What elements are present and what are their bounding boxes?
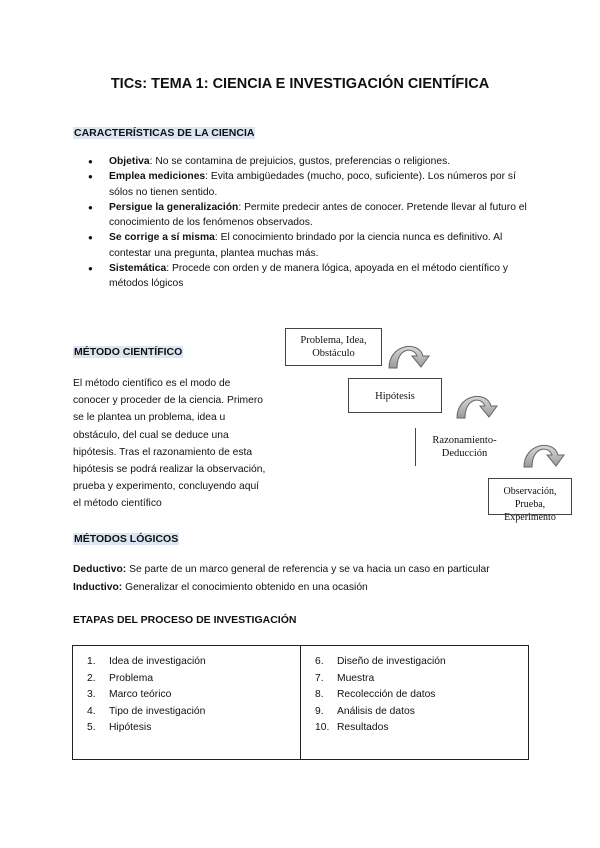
list-item: 8. Recolección de datos (315, 689, 436, 700)
method-paragraph: El método científico es el modo de conocer y proceder de la ciencia. Primero se le plantea un problema, idea u obstáculo, del cual se deduce una hipótesis. Tras el razonamiento de esta hipótesis se podrá realizar la observación, prueba y experimento, concluyendo aquí el método científico (73, 378, 266, 510)
item-term: Sistemática (109, 263, 167, 275)
list-item: 3. Marco teórico (87, 689, 172, 700)
stages-column-left (73, 646, 301, 760)
curved-arrow-icon (385, 338, 437, 370)
stages-table (72, 645, 529, 760)
logical-methods (73, 561, 543, 596)
item-text: : Permite predecir antes de conocer. Pretende llevar al futuro el conocimiento de los fenómenos observados. (109, 201, 527, 229)
heading-text: CARACTERÍSTICAS DE LA CIENCIA (74, 127, 255, 139)
item-term: Objetiva (109, 156, 150, 167)
heading-text: MÉTODO CIENTÍFICO (74, 346, 183, 358)
list-item: 7. Muestra (315, 672, 375, 684)
item-text: : Procede con orden y de manera lógica, apoyada en el método científico y métodos lógicos (109, 263, 508, 290)
deductivo-line (73, 561, 543, 579)
diagram-box-observacion: Observación, Prueba, Experimento (488, 478, 572, 515)
heading-text: MÉTODOS LÓGICOS (74, 533, 179, 545)
curved-arrow-icon (520, 437, 572, 469)
list-item (88, 200, 538, 231)
section-heading-caracteristicas (73, 123, 255, 141)
list-item (88, 154, 538, 169)
diagram-box-problema: Problema, Idea, Obstáculo (285, 328, 382, 366)
list-item: 9. Análisis de datos (315, 705, 415, 717)
list-item: 5. Hipótesis (87, 722, 152, 733)
deductivo-term: Deductivo: (73, 564, 127, 575)
inductivo-text: Generalizar el conocimiento obtenido en una ocasión (122, 581, 368, 593)
inductivo-line (73, 579, 543, 597)
characteristics-list (88, 154, 538, 292)
item-text: : Evita ambigüedades (mucho, poco, suficiente). Los números por sí sólos no tienen sentido. (109, 171, 516, 198)
diagram-box-hipotesis: Hipótesis (348, 378, 442, 413)
deductivo-text: Se parte de un marco general de referencia y se va hacia un caso en particular (126, 564, 490, 575)
list-item (88, 230, 538, 261)
list-item: 2. Problema (87, 672, 154, 684)
list-item: 4. Tipo de investigación (87, 705, 206, 717)
item-text: : No se contamina de prejuicios, gustos, preferencias o religiones. (149, 156, 451, 167)
list-item: 6. Diseño de investigación (315, 656, 446, 667)
diagram-box-razonamiento: Razonamiento-Deducción (415, 428, 513, 466)
section-heading-etapas: ETAPAS DEL PROCESO DE INVESTIGACIÓN (73, 614, 297, 626)
list-item (88, 261, 538, 292)
section-heading-logicos (73, 529, 179, 547)
stages-column-right (301, 646, 529, 760)
item-text: : El conocimiento brindado por la ciencia nunca es definitivo. Al contestar una pregunta, plantea muchas más. (109, 232, 503, 259)
list-item (88, 169, 538, 200)
page-title: TICs: TEMA 1: CIENCIA E INVESTIGACIÓN CIENTÍFICA (110, 76, 490, 92)
item-term: Persigue la generalización (109, 201, 239, 213)
list-item: 10. Resultados (315, 722, 389, 733)
list-item: 1. Idea de investigación (87, 656, 206, 667)
inductivo-term: Inductivo: (73, 581, 123, 593)
item-term: Emplea mediciones (109, 171, 206, 183)
section-heading-metodo (73, 342, 183, 360)
curved-arrow-icon (453, 388, 505, 420)
item-term: Se corrige a sí misma (109, 232, 215, 244)
